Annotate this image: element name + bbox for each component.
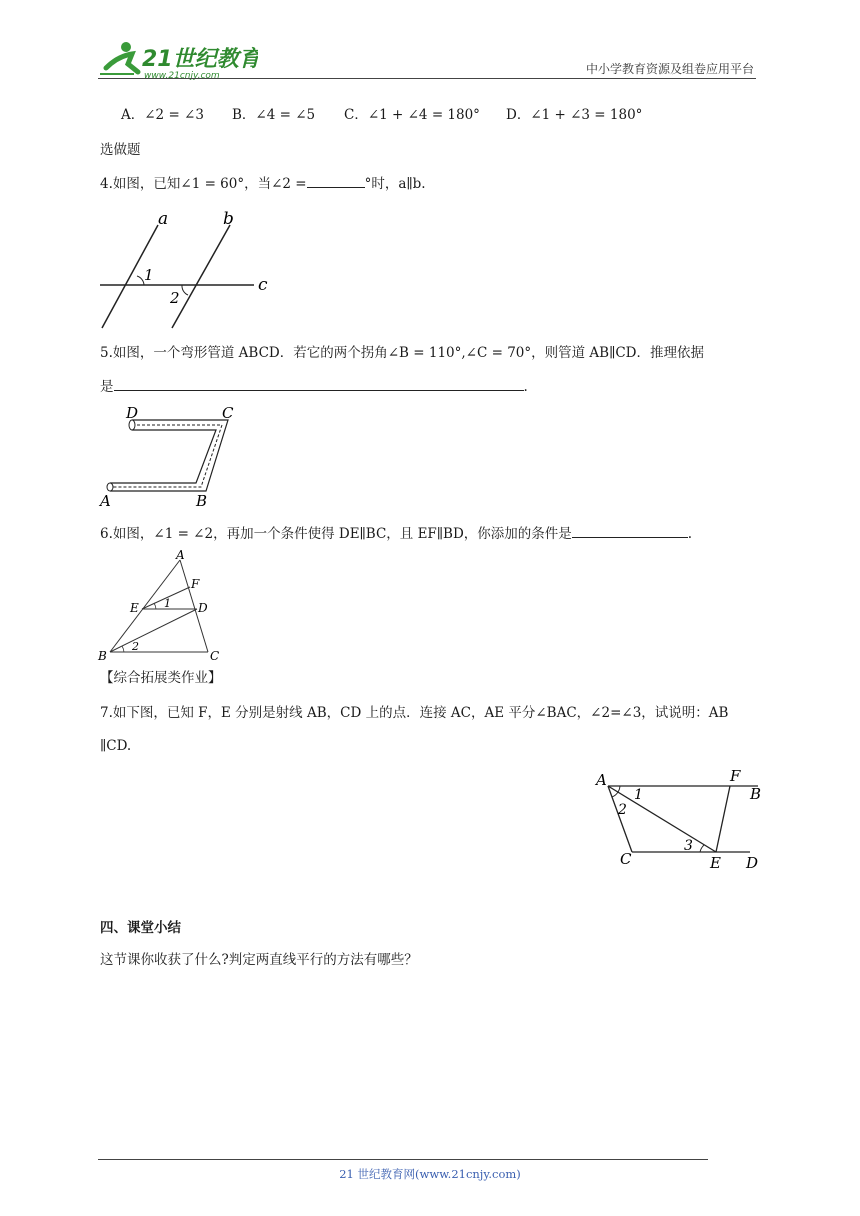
q6-answer-blank[interactable] (572, 523, 688, 538)
label-1: 1 (634, 787, 643, 803)
label-C: C (620, 850, 632, 868)
label-B: B (196, 492, 208, 510)
label-b: b (223, 210, 234, 229)
site-logo (98, 38, 258, 82)
q4-text-before: 4.如图，已知∠1 = 60°，当∠2 = (100, 176, 307, 192)
label-A: A (176, 548, 185, 562)
label-2: 2 (132, 640, 139, 653)
label-2: 2 (618, 802, 627, 818)
angle-1-arc (137, 276, 144, 285)
q6-triangle-figure (96, 548, 226, 664)
q7-line1: 7.如下图，已知 F，E 分别是射线 AB，CD 上的点．连接 AC，AE 平分∠BAC，∠2=∠3，试说明：AB (100, 705, 729, 721)
q3-option-b: B．∠4 = ∠5 (232, 107, 316, 123)
label-C: C (222, 404, 234, 422)
q7-line2: ∥CD. (100, 738, 132, 754)
q5-line2 (100, 376, 528, 397)
label-1: 1 (144, 266, 154, 284)
angle-2-arc (182, 285, 188, 295)
summary-heading: 四、课堂小结 (100, 920, 181, 936)
angle-1-arc (618, 786, 620, 792)
label-F: F (730, 767, 741, 785)
label-A: A (100, 492, 111, 510)
runner-logo-icon (98, 38, 258, 82)
segment-AE (608, 786, 716, 852)
line-b (172, 225, 230, 328)
q5-pipe-figure (98, 404, 248, 510)
q7-figure (590, 766, 770, 874)
angle-2-arc (612, 792, 618, 797)
angle-1-arc (154, 603, 156, 609)
q4-figure (96, 210, 276, 335)
label-B: B (750, 785, 762, 803)
label-F: F (191, 577, 200, 591)
q5-line1: 5.如图，一个弯形管道 ABCD．若它的两个拐角∠B = 110°,∠C = 70°，则管道 AB∥CD．推理依据 (100, 345, 704, 361)
segment-FE (716, 786, 730, 852)
label-2: 2 (170, 289, 180, 307)
q3-option-a: A．∠2 = ∠3 (121, 107, 204, 123)
q5-line2-suffix: . (523, 379, 528, 395)
section-optional-heading: 选做题 (100, 142, 141, 158)
label-D: D (126, 404, 139, 422)
label-a: a (158, 210, 169, 229)
q4-answer-blank[interactable] (307, 173, 365, 188)
label-B: B (98, 649, 107, 663)
q6-text-before: 6.如图，∠1 = ∠2，再加一个条件使得 DE∥BC，且 EF∥BD，你添加的条件是 (100, 526, 572, 542)
logo-main-text: 21世纪教育 (142, 47, 258, 72)
summary-question: 这节课你收获了什么?判定两直线平行的方法有哪些？ (100, 952, 418, 968)
label-E: E (710, 854, 721, 872)
label-D: D (746, 854, 759, 872)
pipe-end-a (107, 483, 113, 491)
label-E: E (130, 601, 139, 615)
pipe-inner-edge (110, 430, 216, 483)
q5-line2-prefix: 是 (100, 379, 114, 395)
label-1: 1 (164, 597, 171, 610)
q4-text-after: °时，a∥b. (364, 176, 426, 192)
q4-text (100, 173, 426, 194)
pipe-outer-edge (110, 420, 228, 491)
label-C: C (210, 649, 220, 663)
label-D: D (198, 601, 208, 615)
q6-text-after: . (687, 526, 693, 542)
footer-link[interactable]: 21 世纪教育网(www.21cnjy.com) (339, 1167, 521, 1181)
q3-option-c: C．∠1 + ∠4 = 180° (344, 107, 480, 123)
segment-BD (110, 609, 197, 652)
footer-divider (98, 1159, 708, 1160)
q5-answer-blank[interactable] (114, 376, 524, 391)
angle-3-arc (700, 845, 704, 852)
angle-2-arc (122, 646, 124, 652)
header-platform-text: 中小学教育资源及组卷应用平台 (585, 62, 754, 76)
logo-sub-text: www.21cnjy.com (144, 71, 220, 81)
label-A: A (596, 771, 607, 789)
header-divider (98, 78, 756, 79)
label-c: c (258, 275, 268, 295)
section-comprehensive-heading: 【综合拓展类作业】 (100, 670, 222, 686)
label-3: 3 (684, 838, 693, 854)
q6-text (100, 523, 692, 544)
pipe-center-line (110, 425, 222, 487)
q3-option-d: D．∠1 + ∠3 = 180° (506, 107, 643, 123)
segment-AC (608, 786, 632, 852)
